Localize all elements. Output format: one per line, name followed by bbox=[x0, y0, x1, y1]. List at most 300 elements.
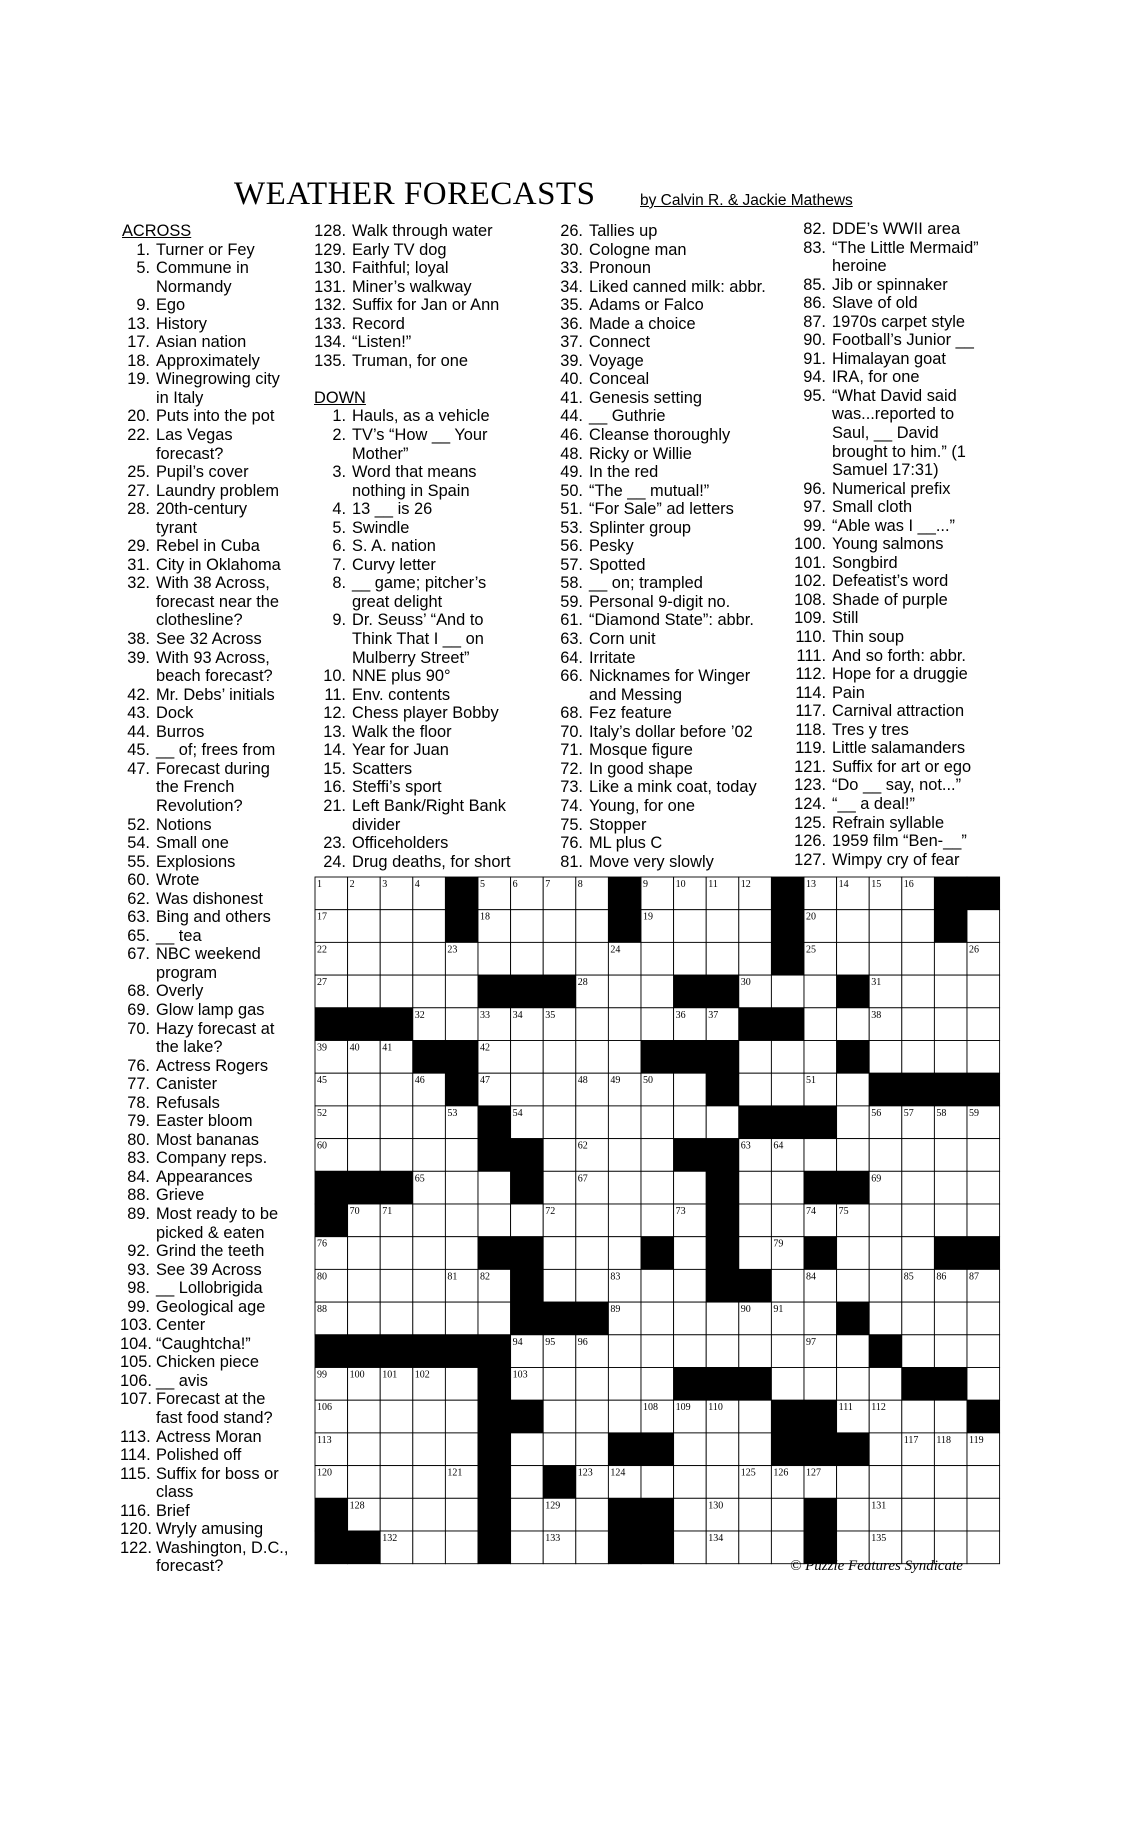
grid-cell[interactable] bbox=[641, 942, 674, 975]
grid-cell[interactable] bbox=[348, 1400, 381, 1433]
grid-cell[interactable] bbox=[543, 910, 576, 943]
grid-cell[interactable] bbox=[674, 1171, 707, 1204]
grid-cell[interactable] bbox=[739, 1237, 772, 1270]
grid-cell[interactable] bbox=[543, 1171, 576, 1204]
grid-cell[interactable] bbox=[706, 1302, 739, 1335]
grid-cell[interactable] bbox=[641, 1139, 674, 1172]
clue-number: 58. bbox=[560, 574, 583, 593]
grid-cell[interactable] bbox=[706, 1466, 739, 1499]
grid-cell[interactable] bbox=[576, 910, 609, 943]
grid-cell[interactable] bbox=[902, 1237, 935, 1270]
clue-text: clothesline? bbox=[156, 611, 243, 630]
cell-number: 27 bbox=[317, 977, 327, 989]
black-square bbox=[934, 1073, 967, 1106]
grid-cell[interactable] bbox=[902, 1400, 935, 1433]
grid-cell[interactable] bbox=[771, 1498, 804, 1531]
cell-number: 120 bbox=[317, 1467, 332, 1479]
grid-cell[interactable] bbox=[445, 1433, 478, 1466]
cell-number: 135 bbox=[871, 1533, 887, 1544]
grid-cell[interactable] bbox=[674, 942, 707, 975]
grid-cell[interactable] bbox=[348, 910, 381, 943]
grid-cell[interactable] bbox=[511, 942, 544, 975]
grid-cell[interactable] bbox=[641, 975, 674, 1008]
grid-cell[interactable] bbox=[413, 910, 446, 943]
clue-number: 39. bbox=[560, 351, 583, 370]
grid-cell[interactable] bbox=[608, 1171, 641, 1204]
grid-cell[interactable] bbox=[869, 1041, 902, 1074]
grid-cell[interactable] bbox=[902, 1302, 935, 1335]
grid-cell[interactable] bbox=[641, 1269, 674, 1302]
grid-cell[interactable] bbox=[902, 1041, 935, 1074]
grid-cell[interactable] bbox=[739, 1204, 772, 1237]
clue-continuation bbox=[555, 686, 785, 705]
grid-cell[interactable] bbox=[967, 1498, 1000, 1531]
grid-cell[interactable] bbox=[934, 1041, 967, 1074]
grid-cell[interactable] bbox=[837, 1008, 870, 1041]
clue-number bbox=[120, 389, 150, 408]
cell-number: 4 bbox=[414, 879, 420, 890]
across-clue-113 bbox=[120, 1428, 292, 1447]
grid-cell[interactable] bbox=[641, 1335, 674, 1368]
grid-cell[interactable] bbox=[869, 1302, 902, 1335]
grid-cell[interactable] bbox=[413, 1302, 446, 1335]
clue-number: 8. bbox=[332, 574, 346, 593]
grid-cell[interactable] bbox=[445, 1008, 478, 1041]
across-clue-78 bbox=[120, 1094, 292, 1113]
clue-number: 36. bbox=[560, 314, 583, 333]
grid-cell[interactable] bbox=[771, 1073, 804, 1106]
grid-cell[interactable] bbox=[380, 910, 413, 943]
clue-text: “Listen!” bbox=[352, 333, 412, 352]
grid-cell[interactable] bbox=[413, 1400, 446, 1433]
grid-cell[interactable] bbox=[543, 1106, 576, 1139]
clue-text: __ Lollobrigida bbox=[156, 1279, 263, 1298]
grid-cell[interactable] bbox=[837, 1368, 870, 1401]
grid-cell[interactable] bbox=[380, 1106, 413, 1139]
clue-text: Tallies up bbox=[589, 222, 658, 240]
grid-cell[interactable] bbox=[902, 975, 935, 1008]
grid-cell[interactable] bbox=[576, 1269, 609, 1302]
grid-cell[interactable] bbox=[576, 1400, 609, 1433]
grid-cell[interactable] bbox=[511, 1073, 544, 1106]
clue-text: With 93 Across, bbox=[156, 648, 270, 667]
clue-text: Cleanse thoroughly bbox=[589, 426, 731, 445]
cell-number: 18 bbox=[480, 911, 490, 923]
grid-cell[interactable] bbox=[413, 1204, 446, 1237]
grid-cell[interactable] bbox=[706, 942, 739, 975]
grid-cell[interactable] bbox=[837, 1237, 870, 1270]
grid-cell[interactable] bbox=[445, 1531, 478, 1564]
grid-cell[interactable] bbox=[967, 1335, 1000, 1368]
grid-cell[interactable] bbox=[608, 975, 641, 1008]
grid-cell[interactable] bbox=[804, 1139, 837, 1172]
grid-cell[interactable] bbox=[771, 1368, 804, 1401]
grid-cell[interactable] bbox=[869, 1139, 902, 1172]
grid-cell[interactable] bbox=[445, 975, 478, 1008]
grid-cell[interactable] bbox=[641, 1466, 674, 1499]
down-clue-26 bbox=[555, 222, 785, 241]
grid-cell[interactable] bbox=[837, 942, 870, 975]
across-clue-98 bbox=[120, 1279, 292, 1298]
down-clue-39 bbox=[555, 352, 785, 371]
grid-cell[interactable] bbox=[739, 1073, 772, 1106]
grid-cell[interactable] bbox=[934, 1498, 967, 1531]
grid-cell[interactable] bbox=[478, 942, 511, 975]
grid-cell[interactable] bbox=[348, 1302, 381, 1335]
grid-cell[interactable] bbox=[608, 1237, 641, 1270]
grid-cell[interactable] bbox=[543, 1139, 576, 1172]
grid-cell[interactable] bbox=[674, 1531, 707, 1564]
grid-cell[interactable] bbox=[674, 1335, 707, 1368]
grid-cell[interactable] bbox=[511, 1531, 544, 1564]
grid-cell[interactable] bbox=[608, 1008, 641, 1041]
grid-cell[interactable] bbox=[869, 1368, 902, 1401]
grid-cell[interactable] bbox=[902, 1466, 935, 1499]
grid-cell[interactable] bbox=[739, 1335, 772, 1368]
grid-cell[interactable] bbox=[739, 1400, 772, 1433]
across-clue-60 bbox=[120, 871, 292, 890]
grid-cell[interactable] bbox=[674, 1498, 707, 1531]
grid-cell[interactable] bbox=[902, 1498, 935, 1531]
grid-cell[interactable] bbox=[869, 910, 902, 943]
grid-cell[interactable] bbox=[348, 975, 381, 1008]
grid-cell[interactable] bbox=[478, 1171, 511, 1204]
clue-number: 127. bbox=[794, 850, 826, 869]
grid-cell[interactable] bbox=[413, 1269, 446, 1302]
grid-cell[interactable] bbox=[413, 1433, 446, 1466]
grid-cell[interactable] bbox=[380, 1139, 413, 1172]
grid-cell[interactable] bbox=[608, 1106, 641, 1139]
grid-cell[interactable] bbox=[902, 1139, 935, 1172]
cell-number: 60 bbox=[317, 1140, 327, 1152]
grid-cell[interactable] bbox=[674, 910, 707, 943]
grid-cell[interactable] bbox=[608, 1368, 641, 1401]
grid-cell[interactable] bbox=[837, 1106, 870, 1139]
grid-cell[interactable] bbox=[771, 1269, 804, 1302]
grid-cell[interactable] bbox=[380, 1237, 413, 1270]
across-clue-88 bbox=[120, 1186, 292, 1205]
grid-cell[interactable] bbox=[511, 1433, 544, 1466]
grid-cell[interactable] bbox=[380, 1466, 413, 1499]
grid-cell[interactable] bbox=[348, 1433, 381, 1466]
grid-cell[interactable] bbox=[934, 1400, 967, 1433]
grid-cell[interactable] bbox=[445, 1139, 478, 1172]
grid-cell[interactable] bbox=[902, 1204, 935, 1237]
grid-cell[interactable] bbox=[576, 1531, 609, 1564]
grid-cell[interactable] bbox=[869, 1433, 902, 1466]
grid-cell[interactable] bbox=[739, 1171, 772, 1204]
grid-cell[interactable] bbox=[674, 1302, 707, 1335]
grid-cell[interactable] bbox=[934, 1335, 967, 1368]
grid-cell[interactable] bbox=[511, 1204, 544, 1237]
grid-cell[interactable] bbox=[804, 975, 837, 1008]
black-square bbox=[348, 1335, 381, 1368]
clue-number bbox=[120, 1224, 150, 1243]
grid-cell[interactable] bbox=[511, 1041, 544, 1074]
grid-cell[interactable] bbox=[771, 1204, 804, 1237]
cell-number: 91 bbox=[773, 1304, 784, 1316]
grid-cell[interactable] bbox=[934, 1466, 967, 1499]
grid-cell[interactable] bbox=[934, 1139, 967, 1172]
grid-cell[interactable] bbox=[543, 1073, 576, 1106]
grid-cell[interactable] bbox=[576, 1498, 609, 1531]
grid-cell[interactable] bbox=[380, 1498, 413, 1531]
grid-cell[interactable] bbox=[543, 1237, 576, 1270]
black-square bbox=[608, 1433, 641, 1466]
grid-cell[interactable] bbox=[674, 1106, 707, 1139]
grid-cell[interactable] bbox=[706, 910, 739, 943]
grid-cell[interactable] bbox=[804, 1368, 837, 1401]
clue-number: 59. bbox=[560, 592, 583, 611]
grid-cell[interactable] bbox=[837, 1073, 870, 1106]
grid-cell[interactable] bbox=[869, 1466, 902, 1499]
grid-cell[interactable] bbox=[674, 1466, 707, 1499]
grid-cell[interactable] bbox=[706, 1335, 739, 1368]
clue-number bbox=[120, 964, 150, 983]
clue-number: 27. bbox=[127, 481, 150, 500]
clue-continuation bbox=[790, 461, 1000, 480]
grid-cell[interactable] bbox=[576, 942, 609, 975]
grid-cell[interactable] bbox=[902, 1335, 935, 1368]
clue-number: 92. bbox=[127, 1242, 150, 1261]
grid-cell[interactable] bbox=[413, 1498, 446, 1531]
grid-cell[interactable] bbox=[902, 910, 935, 943]
grid-cell[interactable] bbox=[608, 1204, 641, 1237]
grid-cell[interactable] bbox=[967, 1139, 1000, 1172]
grid-cell[interactable] bbox=[445, 1368, 478, 1401]
black-square bbox=[902, 1368, 935, 1401]
clue-text: DDE’s WWII area bbox=[832, 220, 961, 238]
grid-cell[interactable] bbox=[576, 1008, 609, 1041]
clue-text: 13 __ is 26 bbox=[352, 500, 433, 519]
grid-cell[interactable] bbox=[543, 1269, 576, 1302]
grid-cell[interactable] bbox=[576, 1106, 609, 1139]
grid-cell[interactable] bbox=[543, 1433, 576, 1466]
grid-cell[interactable] bbox=[706, 1106, 739, 1139]
grid-cell[interactable] bbox=[641, 1302, 674, 1335]
grid-cell[interactable] bbox=[902, 1171, 935, 1204]
grid-cell[interactable] bbox=[902, 1008, 935, 1041]
across-clue-20 bbox=[120, 407, 292, 426]
cell-number: 124 bbox=[610, 1467, 626, 1479]
grid-cell[interactable] bbox=[934, 1302, 967, 1335]
grid-cell[interactable] bbox=[380, 1400, 413, 1433]
grid-cell[interactable] bbox=[511, 1466, 544, 1499]
grid-cell[interactable] bbox=[445, 1302, 478, 1335]
grid-cell[interactable] bbox=[739, 1433, 772, 1466]
clue-number: 45. bbox=[127, 741, 150, 760]
grid-cell[interactable] bbox=[413, 975, 446, 1008]
grid-cell[interactable] bbox=[348, 1269, 381, 1302]
grid-cell[interactable] bbox=[739, 1531, 772, 1564]
grid-cell[interactable] bbox=[413, 1466, 446, 1499]
black-square bbox=[706, 1171, 739, 1204]
grid-cell[interactable] bbox=[413, 1237, 446, 1270]
grid-cell[interactable] bbox=[608, 1335, 641, 1368]
grid-cell[interactable] bbox=[348, 1073, 381, 1106]
grid-cell[interactable] bbox=[348, 942, 381, 975]
clue-number: 103. bbox=[120, 1316, 152, 1335]
clue-number: 6. bbox=[332, 537, 346, 556]
grid-cell[interactable] bbox=[804, 1302, 837, 1335]
copyright-notice: © Puzzle Features Syndicate bbox=[790, 1558, 963, 1574]
clue-number: 15. bbox=[323, 759, 346, 778]
clue-number: 74. bbox=[560, 796, 583, 815]
grid-cell[interactable] bbox=[445, 1204, 478, 1237]
grid-cell[interactable] bbox=[869, 1237, 902, 1270]
cell-number: 38 bbox=[871, 1009, 882, 1021]
grid-cell[interactable] bbox=[674, 1269, 707, 1302]
black-square bbox=[511, 1171, 544, 1204]
cell-number: 74 bbox=[806, 1206, 816, 1217]
grid-cell[interactable] bbox=[837, 1498, 870, 1531]
grid-cell[interactable] bbox=[934, 942, 967, 975]
clue-number: 49. bbox=[560, 463, 583, 482]
grid-cell[interactable] bbox=[837, 1466, 870, 1499]
cell-number: 53 bbox=[447, 1107, 458, 1119]
grid-cell[interactable] bbox=[380, 1073, 413, 1106]
grid-cell[interactable] bbox=[576, 1433, 609, 1466]
grid-cell[interactable] bbox=[869, 942, 902, 975]
grid-cell[interactable] bbox=[445, 1400, 478, 1433]
grid-cell[interactable] bbox=[445, 1171, 478, 1204]
clue-text: Hope for a druggie bbox=[832, 665, 968, 684]
across-clue-47 bbox=[120, 760, 292, 779]
grid-cell[interactable] bbox=[934, 1008, 967, 1041]
grid-cell[interactable] bbox=[967, 1041, 1000, 1074]
clue-text: Songbird bbox=[832, 553, 898, 572]
grid-cell[interactable] bbox=[543, 1041, 576, 1074]
grid-cell[interactable] bbox=[674, 1433, 707, 1466]
grid-cell[interactable] bbox=[934, 975, 967, 1008]
clue-text: great delight bbox=[352, 592, 443, 611]
grid-cell[interactable] bbox=[608, 1139, 641, 1172]
grid-cell[interactable] bbox=[902, 942, 935, 975]
grid-cell[interactable] bbox=[348, 1139, 381, 1172]
grid-cell[interactable] bbox=[445, 1498, 478, 1531]
down-clue-119 bbox=[790, 739, 1000, 758]
grid-cell[interactable] bbox=[543, 1400, 576, 1433]
grid-cell[interactable] bbox=[967, 1302, 1000, 1335]
grid-cell[interactable] bbox=[804, 1041, 837, 1074]
black-square bbox=[413, 1335, 446, 1368]
grid-cell[interactable] bbox=[771, 1041, 804, 1074]
grid-cell[interactable] bbox=[543, 1368, 576, 1401]
clue-number bbox=[312, 816, 346, 835]
grid-cell[interactable] bbox=[967, 910, 1000, 943]
grid-cell[interactable] bbox=[674, 1073, 707, 1106]
grid-cell[interactable] bbox=[934, 1204, 967, 1237]
grid-cell[interactable] bbox=[576, 1041, 609, 1074]
grid-cell[interactable] bbox=[771, 975, 804, 1008]
grid-cell[interactable] bbox=[380, 1433, 413, 1466]
grid-cell[interactable] bbox=[771, 1335, 804, 1368]
grid-cell[interactable] bbox=[576, 1368, 609, 1401]
grid-cell[interactable] bbox=[967, 1008, 1000, 1041]
grid-cell[interactable] bbox=[837, 1139, 870, 1172]
grid-cell[interactable] bbox=[967, 1368, 1000, 1401]
cell-number: 109 bbox=[675, 1402, 691, 1414]
grid-cell[interactable] bbox=[804, 1008, 837, 1041]
clue-text: fast food stand? bbox=[156, 1409, 273, 1427]
cell-number: 39 bbox=[317, 1042, 327, 1054]
grid-cell[interactable] bbox=[478, 1302, 511, 1335]
clue-text: the lake? bbox=[156, 1038, 223, 1057]
grid-cell[interactable] bbox=[641, 1368, 674, 1401]
grid-cell[interactable] bbox=[380, 975, 413, 1008]
clue-number: 107. bbox=[120, 1390, 152, 1409]
grid-cell[interactable] bbox=[608, 1400, 641, 1433]
cell-number: 19 bbox=[643, 911, 653, 923]
clue-number: 38. bbox=[127, 630, 150, 649]
clue-number: 16. bbox=[323, 778, 346, 797]
cell-number: 65 bbox=[414, 1173, 425, 1185]
grid-cell[interactable] bbox=[934, 1171, 967, 1204]
grid-cell[interactable] bbox=[869, 1204, 902, 1237]
grid-cell[interactable] bbox=[967, 1171, 1000, 1204]
grid-cell[interactable] bbox=[706, 1433, 739, 1466]
clue-text: Was dishonest bbox=[156, 889, 263, 908]
grid-cell[interactable] bbox=[967, 1204, 1000, 1237]
grid-cell[interactable] bbox=[641, 1204, 674, 1237]
grid-cell[interactable] bbox=[543, 942, 576, 975]
grid-cell[interactable] bbox=[739, 1498, 772, 1531]
grid-cell[interactable] bbox=[413, 1139, 446, 1172]
grid-cell[interactable] bbox=[413, 1106, 446, 1139]
grid-cell[interactable] bbox=[478, 1204, 511, 1237]
grid-cell[interactable] bbox=[380, 942, 413, 975]
grid-cell[interactable] bbox=[739, 942, 772, 975]
grid-cell[interactable] bbox=[413, 942, 446, 975]
grid-cell[interactable] bbox=[380, 1269, 413, 1302]
grid-cell[interactable] bbox=[380, 1302, 413, 1335]
clue-number: 24. bbox=[323, 852, 346, 871]
black-square bbox=[608, 877, 641, 910]
across-clue-105 bbox=[120, 1353, 292, 1372]
grid-cell[interactable] bbox=[674, 1237, 707, 1270]
grid-cell[interactable] bbox=[413, 1531, 446, 1564]
grid-cell[interactable] bbox=[348, 1237, 381, 1270]
grid-cell[interactable] bbox=[967, 1531, 1000, 1564]
grid-cell[interactable] bbox=[576, 1237, 609, 1270]
grid-cell[interactable] bbox=[739, 910, 772, 943]
grid-cell[interactable] bbox=[771, 1171, 804, 1204]
grid-cell[interactable] bbox=[869, 1269, 902, 1302]
black-square bbox=[445, 877, 478, 910]
grid-cell[interactable] bbox=[641, 1171, 674, 1204]
down-clue-3 bbox=[312, 463, 540, 482]
grid-cell[interactable] bbox=[641, 1106, 674, 1139]
grid-cell[interactable] bbox=[837, 910, 870, 943]
grid-cell[interactable] bbox=[511, 1498, 544, 1531]
grid-cell[interactable] bbox=[739, 1041, 772, 1074]
grid-cell[interactable] bbox=[511, 910, 544, 943]
grid-cell[interactable] bbox=[348, 1106, 381, 1139]
grid-cell[interactable] bbox=[837, 1269, 870, 1302]
grid-cell[interactable] bbox=[608, 1041, 641, 1074]
grid-cell[interactable] bbox=[576, 1204, 609, 1237]
clue-text: Voyage bbox=[589, 351, 644, 370]
clue-text: Brief bbox=[156, 1501, 190, 1520]
clue-number: 3. bbox=[332, 463, 346, 482]
clue-number: 86. bbox=[803, 294, 826, 313]
grid-cell[interactable] bbox=[348, 1466, 381, 1499]
grid-cell[interactable] bbox=[837, 1335, 870, 1368]
grid-cell[interactable] bbox=[641, 1008, 674, 1041]
grid-cell[interactable] bbox=[445, 1237, 478, 1270]
grid-cell[interactable] bbox=[967, 1466, 1000, 1499]
grid-cell[interactable] bbox=[967, 975, 1000, 1008]
